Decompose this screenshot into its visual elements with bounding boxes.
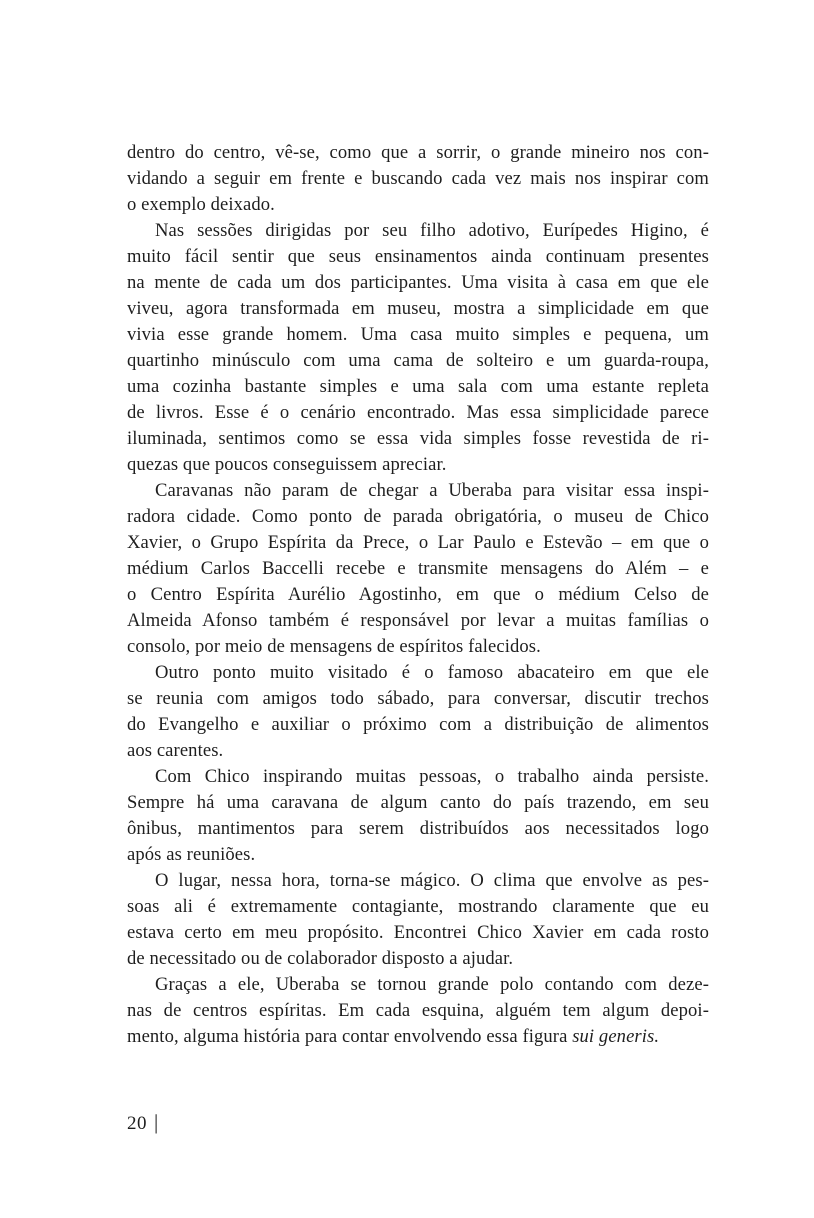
text-segment: vivia esse grande homem. Uma casa muito simples e pequena, um xyxy=(127,324,709,345)
text-segment: vidando a seguir em frente e buscando cada vez mais nos inspirar com xyxy=(127,168,709,189)
italic-phrase: sui generis. xyxy=(572,1026,660,1047)
text-line xyxy=(127,998,709,1024)
text-line xyxy=(127,894,709,920)
page-number: 20 xyxy=(127,1113,147,1134)
text-segment: quartinho minúsculo com uma cama de solteiro e um guarda-roupa, xyxy=(127,350,709,371)
text-segment: Outro ponto muito visitado é o famoso abacateiro em que ele xyxy=(155,662,709,683)
text-line xyxy=(127,504,709,530)
text-segment: Caravanas não param de chegar a Uberaba para visitar essa inspi- xyxy=(155,480,709,501)
text-line xyxy=(127,686,709,712)
text-line xyxy=(127,842,709,868)
paragraph xyxy=(127,868,709,972)
text-line xyxy=(127,348,709,374)
text-line xyxy=(127,946,709,972)
text-segment: Com Chico inspirando muitas pessoas, o trabalho ainda persiste. xyxy=(155,766,709,787)
paragraph xyxy=(127,218,709,478)
paragraph xyxy=(127,764,709,868)
text-segment: Almeida Afonso também é responsável por levar a muitas famílias o xyxy=(127,610,709,631)
text-line xyxy=(127,426,709,452)
text-line xyxy=(127,374,709,400)
text-segment: quezas que poucos conseguissem apreciar. xyxy=(127,454,447,475)
text-segment: Graças a ele, Uberaba se tornou grande polo contando com deze- xyxy=(155,974,709,995)
text-segment: Sempre há uma caravana de algum canto do país trazendo, em seu xyxy=(127,792,709,813)
text-line xyxy=(127,738,709,764)
text-segment: viveu, agora transformada em museu, mostra a simplicidade em que xyxy=(127,298,709,319)
text-segment: após as reuniões. xyxy=(127,844,256,865)
text-segment: na mente de cada um dos participantes. Uma visita à casa em que ele xyxy=(127,272,709,293)
text-line xyxy=(127,166,709,192)
text-segment: O lugar, nessa hora, torna-se mágico. O clima que envolve as pes- xyxy=(155,870,709,891)
text-line xyxy=(127,608,709,634)
text-line xyxy=(127,270,709,296)
text-segment: médium Carlos Baccelli recebe e transmite mensagens do Além – e xyxy=(127,558,709,579)
text-line xyxy=(127,920,709,946)
text-segment: de necessitado ou de colaborador disposto a ajudar. xyxy=(127,948,514,969)
text-line xyxy=(127,530,709,556)
paragraph xyxy=(127,140,709,218)
text-line xyxy=(127,660,709,686)
text-line xyxy=(127,816,709,842)
text-line xyxy=(127,322,709,348)
text-segment: se reunia com amigos todo sábado, para conversar, discutir trechos xyxy=(127,688,709,709)
text-segment: nas de centros espíritas. Em cada esquina, alguém tem algum depoi- xyxy=(127,1000,709,1021)
text-line xyxy=(127,1024,709,1050)
text-segment: Xavier, o Grupo Espírita da Prece, o Lar Paulo e Estevão – em que o xyxy=(127,532,709,553)
text-segment: mento, alguma história para contar envolvendo essa figura xyxy=(127,1026,573,1047)
text-block xyxy=(127,140,709,1050)
text-segment: do Evangelho e auxiliar o próximo com a distribuição de alimentos xyxy=(127,714,709,735)
text-line xyxy=(127,790,709,816)
text-segment: Nas sessões dirigidas por seu filho adotivo, Eurípedes Higino, é xyxy=(155,220,709,241)
text-segment: aos carentes. xyxy=(127,740,224,761)
text-line xyxy=(127,556,709,582)
page-footer xyxy=(127,1109,158,1137)
text-segment: ônibus, mantimentos para serem distribuídos aos necessitados logo xyxy=(127,818,709,839)
text-segment: uma cozinha bastante simples e uma sala com uma estante repleta xyxy=(127,376,709,397)
text-segment: dentro do centro, vê-se, como que a sorrir, o grande mineiro nos con- xyxy=(127,142,709,163)
text-line xyxy=(127,972,709,998)
text-segment: consolo, por meio de mensagens de espíritos falecidos. xyxy=(127,636,541,657)
text-line xyxy=(127,218,709,244)
text-line xyxy=(127,712,709,738)
text-line xyxy=(127,452,709,478)
text-line xyxy=(127,192,709,218)
text-line xyxy=(127,764,709,790)
footer-divider: | xyxy=(154,1110,159,1134)
paragraph xyxy=(127,478,709,660)
text-line xyxy=(127,582,709,608)
text-line xyxy=(127,296,709,322)
text-segment: o Centro Espírita Aurélio Agostinho, em que o médium Celso de xyxy=(127,584,709,605)
text-line xyxy=(127,400,709,426)
text-segment: iluminada, sentimos como se essa vida simples fosse revestida de ri- xyxy=(127,428,709,449)
paragraph xyxy=(127,972,709,1050)
text-line xyxy=(127,244,709,270)
text-segment: radora cidade. Como ponto de parada obrigatória, o museu de Chico xyxy=(127,506,709,527)
text-segment: o exemplo deixado. xyxy=(127,194,275,215)
text-line xyxy=(127,634,709,660)
text-segment: estava certo em meu propósito. Encontrei Chico Xavier em cada rosto xyxy=(127,922,709,943)
text-segment: muito fácil sentir que seus ensinamentos ainda continuam presentes xyxy=(127,246,709,267)
text-segment: soas ali é extremamente contagiante, mostrando claramente que eu xyxy=(127,896,709,917)
text-line xyxy=(127,478,709,504)
text-line xyxy=(127,140,709,166)
paragraph xyxy=(127,660,709,764)
text-segment: de livros. Esse é o cenário encontrado. Mas essa simplicidade parece xyxy=(127,402,709,423)
text-line xyxy=(127,868,709,894)
